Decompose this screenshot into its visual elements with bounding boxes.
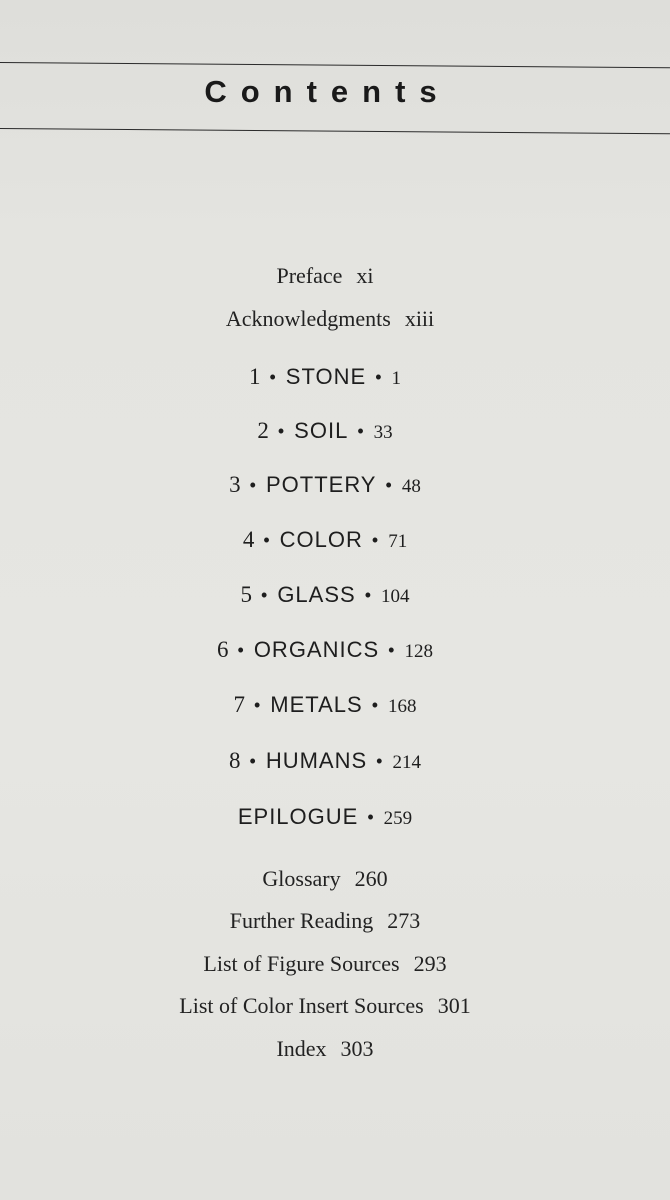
- separator-dot: •: [357, 421, 365, 441]
- chapter-page: 33: [373, 422, 393, 443]
- toc-entry-chapter-3: [0, 472, 650, 498]
- chapter-page: 1: [391, 368, 401, 389]
- contents-heading: Contents: [204, 74, 451, 109]
- chapter-page: 71: [388, 531, 408, 552]
- toc-entry-color-insert-sources: [0, 993, 650, 1019]
- chapter-number: 1: [248, 364, 261, 389]
- toc-entry-acknowledgments: [5, 306, 655, 332]
- toc-entry-chapter-6: [0, 637, 650, 663]
- separator-dot: •: [249, 475, 257, 495]
- separator-dot: •: [249, 751, 257, 771]
- separator-dot: •: [237, 640, 245, 660]
- entry-page: xi: [356, 263, 374, 288]
- entry-page: xiii: [404, 306, 435, 331]
- chapter-page: 214: [392, 752, 421, 773]
- entry-title: List of Color Insert Sources: [179, 993, 424, 1018]
- chapter-number: 4: [242, 527, 255, 552]
- chapter-title: METALS: [270, 692, 363, 717]
- chapter-title: ORGANICS: [253, 637, 380, 662]
- separator-dot: •: [371, 530, 380, 550]
- toc-entry-chapter-5: [0, 582, 650, 608]
- chapter-page: 48: [401, 476, 421, 497]
- toc-entry-epilogue: [0, 804, 650, 830]
- entry-page: 301: [437, 993, 471, 1018]
- epilogue-page: 259: [383, 808, 413, 829]
- separator-dot: •: [385, 475, 393, 495]
- separator-dot: •: [269, 367, 277, 387]
- chapter-title: SOIL: [294, 418, 349, 443]
- chapter-number: 6: [217, 637, 229, 662]
- chapter-title: STONE: [285, 364, 367, 389]
- separator-dot: •: [376, 751, 384, 771]
- separator-dot: •: [388, 640, 396, 660]
- chapter-number: 5: [240, 582, 252, 607]
- entry-title: Further Reading: [229, 908, 374, 933]
- separator-dot: •: [253, 695, 262, 715]
- chapter-title: GLASS: [277, 582, 356, 607]
- chapter-title: COLOR: [279, 527, 363, 552]
- entry-page: 260: [354, 866, 388, 891]
- bottom-rule: [0, 128, 670, 134]
- separator-dot: •: [367, 807, 375, 827]
- entry-title: List of Figure Sources: [203, 951, 400, 976]
- entry-page: 293: [413, 951, 447, 976]
- toc-entry-glossary: [0, 866, 650, 892]
- top-rule: [0, 62, 670, 68]
- entry-title: Acknowledgments: [225, 306, 391, 331]
- toc-entry-chapter-2: [0, 418, 650, 444]
- separator-dot: •: [261, 585, 269, 605]
- chapter-number: 3: [229, 472, 241, 497]
- chapter-title: HUMANS: [265, 748, 368, 773]
- toc-entry-chapter-4: [0, 527, 650, 553]
- chapter-page: 168: [388, 696, 417, 717]
- entry-title: Glossary: [262, 866, 341, 891]
- chapter-page: 128: [404, 641, 433, 662]
- entry-title: Preface: [276, 263, 343, 288]
- toc-entry-further-reading: [0, 908, 650, 934]
- toc-entry-figure-sources: [0, 951, 650, 977]
- toc-entry-preface: [0, 263, 650, 289]
- entry-title: Index: [276, 1036, 327, 1061]
- toc-entry-index: [0, 1036, 650, 1062]
- entry-page: 303: [340, 1036, 374, 1061]
- chapter-number: 8: [229, 748, 241, 773]
- chapter-title: POTTERY: [265, 472, 377, 497]
- chapter-number: 2: [257, 418, 269, 443]
- separator-dot: •: [263, 530, 271, 550]
- separator-dot: •: [364, 585, 372, 605]
- separator-dot: •: [371, 695, 379, 715]
- chapter-number: 7: [233, 692, 245, 717]
- toc-entry-chapter-8: [0, 748, 650, 774]
- toc-entry-chapter-7: [0, 692, 650, 718]
- separator-dot: •: [277, 421, 286, 441]
- entry-page: 273: [387, 908, 421, 933]
- chapter-page: 104: [381, 586, 410, 607]
- epilogue-title: EPILOGUE: [237, 804, 359, 829]
- separator-dot: •: [375, 367, 383, 387]
- toc-entry-chapter-1: [0, 364, 650, 390]
